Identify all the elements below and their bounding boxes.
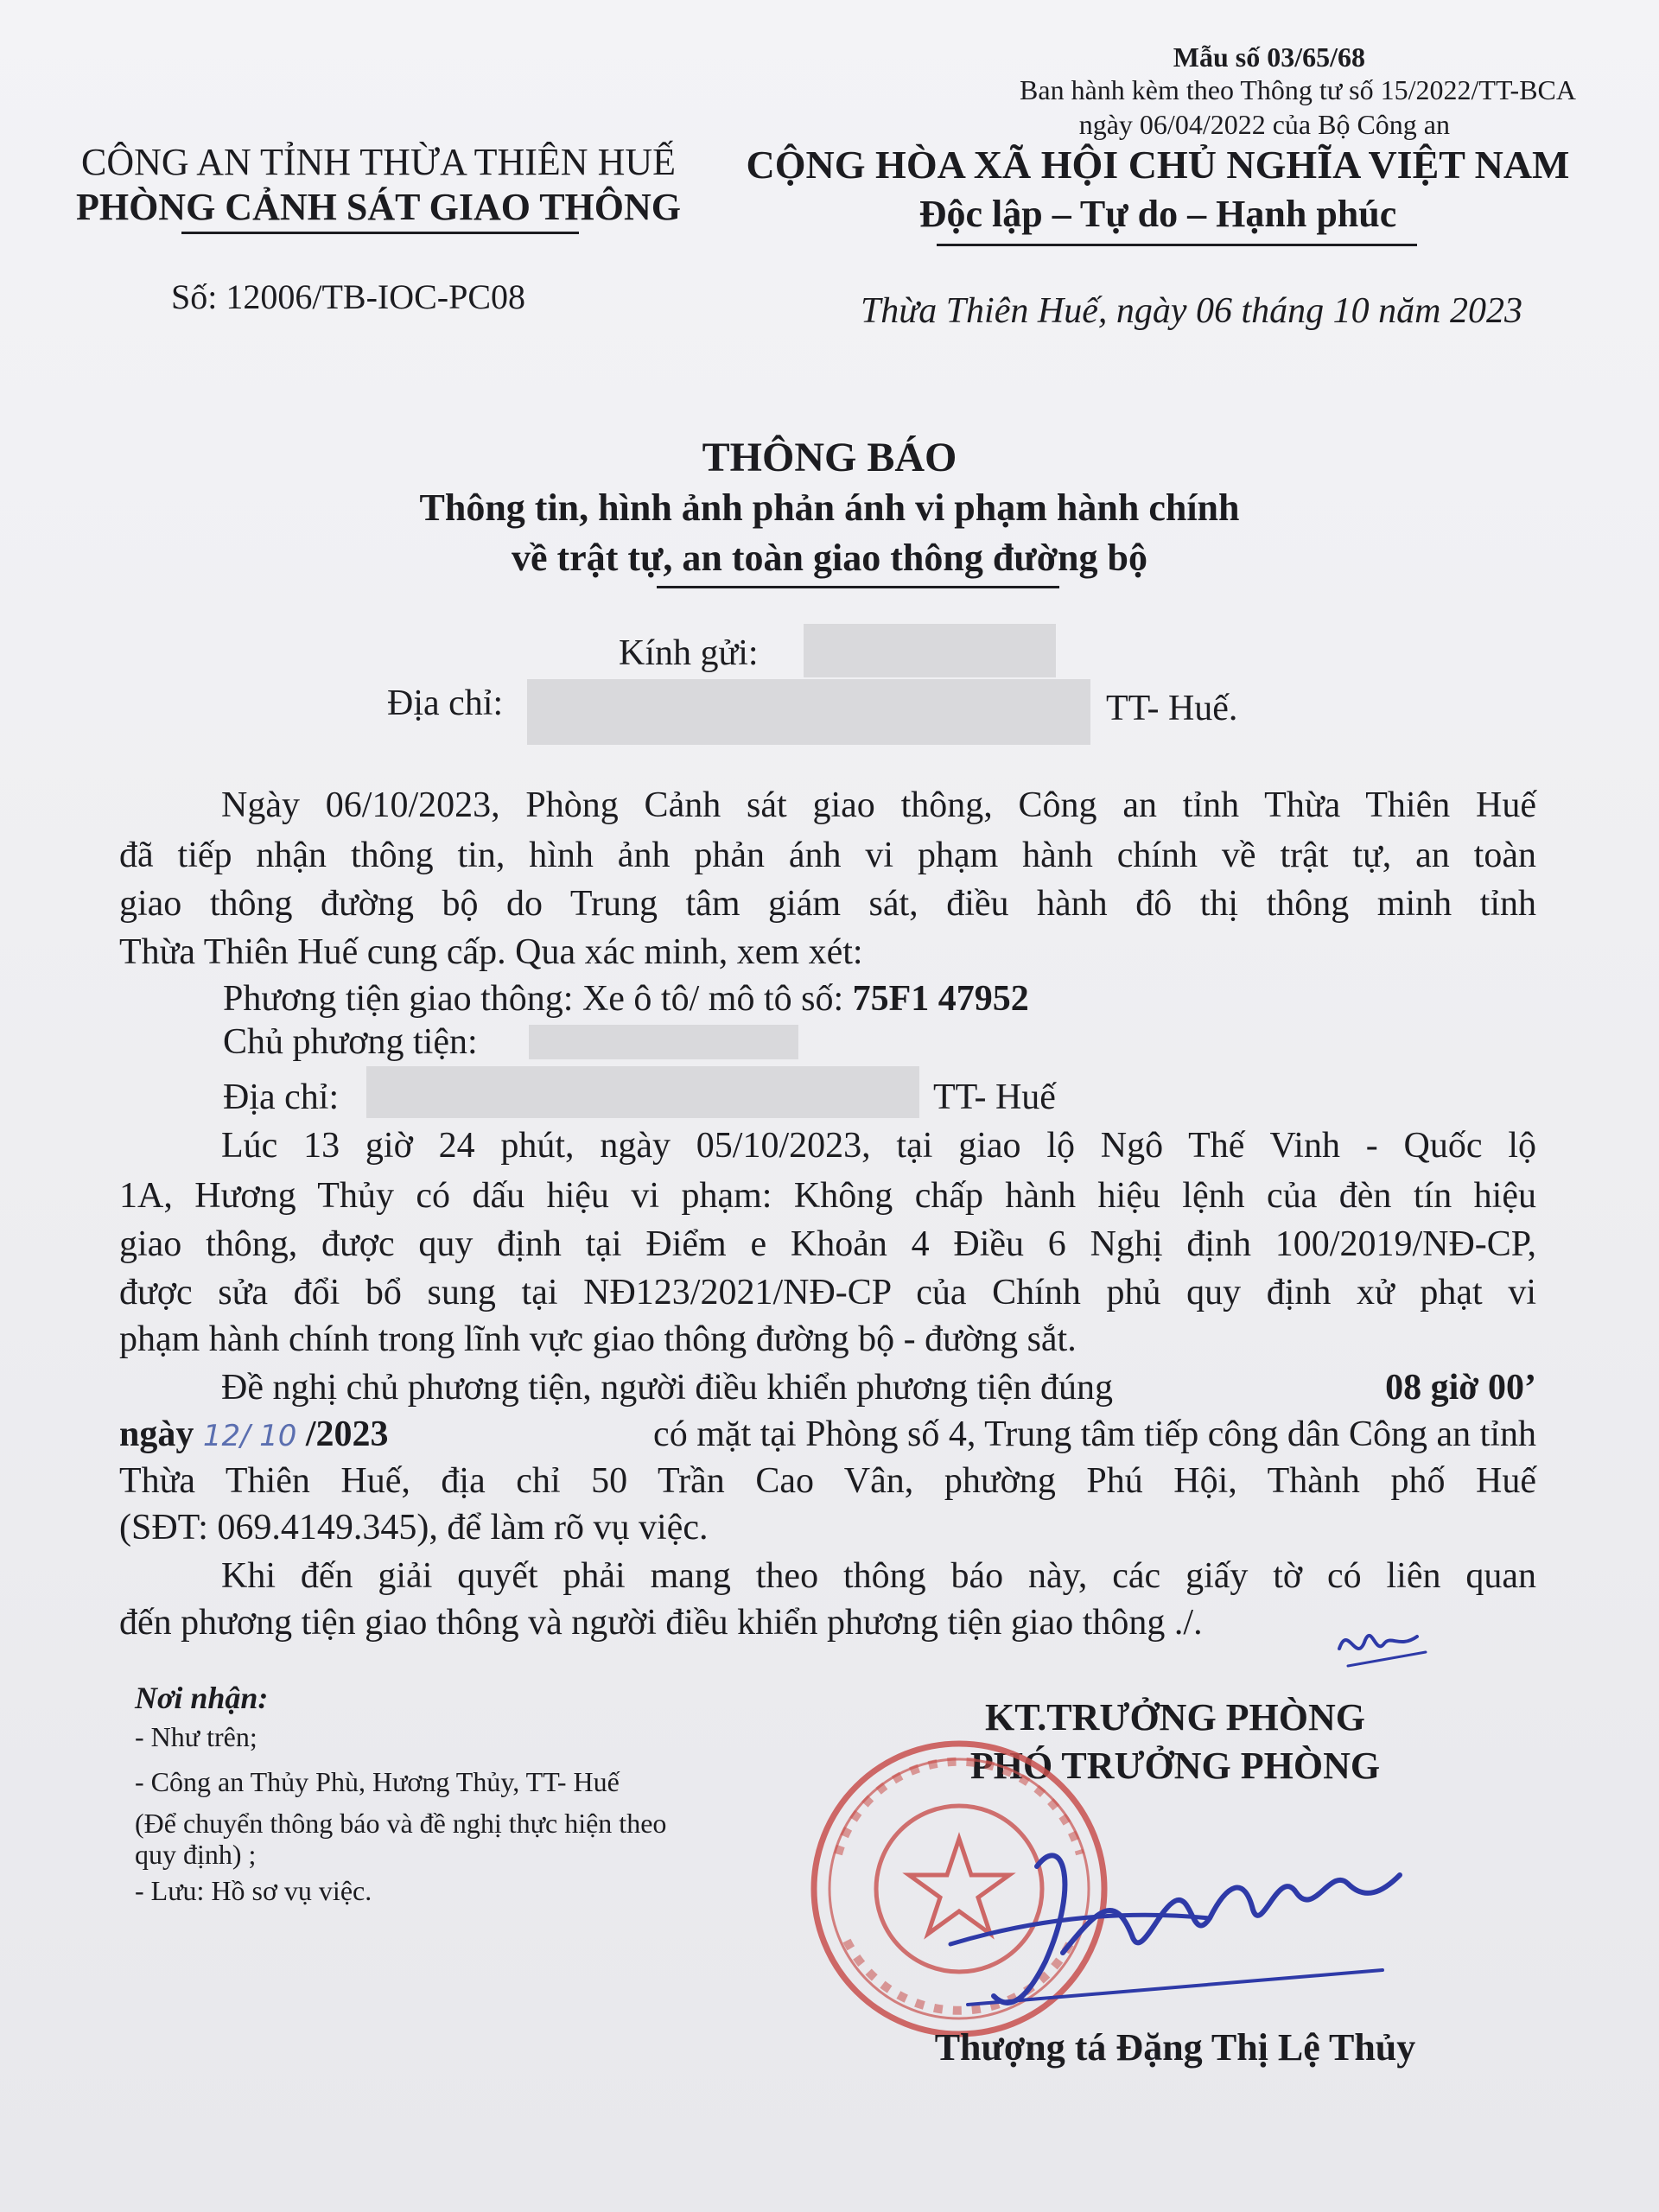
agency-name: PHÒNG CẢNH SÁT GIAO THÔNG bbox=[75, 186, 682, 228]
paragraph-2-line-3: giao thông, được quy định tại Điểm e Khoản 4 Điều 6 Nghị định 100/2019/NĐ-CP, bbox=[119, 1224, 1536, 1264]
handwritten-initial-icon bbox=[1331, 1614, 1434, 1675]
national-motto: Độc lập – Tự do – Hạnh phúc bbox=[918, 193, 1397, 235]
nation-title: CỘNG HÒA XÃ HỘI CHỦ NGHĨA VIỆT NAM bbox=[746, 143, 1570, 187]
redacted-owner bbox=[529, 1025, 798, 1059]
paragraph-1-line-4: Thừa Thiên Huế cung cấp. Qua xác minh, xem xét: bbox=[119, 932, 863, 972]
handwritten-month: 10 bbox=[259, 1419, 297, 1453]
appointment-time: 08 giờ 00’ bbox=[1385, 1368, 1536, 1408]
recipient-address-suffix: TT- Huế. bbox=[1106, 689, 1238, 728]
receiver-5: - Lưu: Hồ sơ vụ việc. bbox=[135, 1875, 372, 1906]
appointment-year: /2023 bbox=[305, 1414, 389, 1454]
receiver-3: (Để chuyển thông báo và đề nghị thực hiện theo bbox=[135, 1808, 667, 1839]
handwritten-day: 12/ bbox=[202, 1419, 251, 1453]
document-title: THÔNG BÁO bbox=[702, 435, 957, 480]
paragraph-2-line-5: phạm hành chính trong lĩnh vực giao thông đường bộ - đường sắt. bbox=[119, 1319, 1077, 1359]
appointment-date bbox=[119, 1414, 389, 1455]
place-date: Thừa Thiên Huế, ngày 06 tháng 10 năm 2023 bbox=[860, 291, 1522, 331]
signer-role-2: PHÓ TRƯỞNG PHÒNG bbox=[969, 1745, 1381, 1787]
receiver-4: quy định) ; bbox=[135, 1839, 257, 1870]
receiver-1: - Như trên; bbox=[135, 1721, 257, 1752]
paragraph-2-line-1: Lúc 13 giờ 24 phút, ngày 05/10/2023, tại giao lộ Ngô Thế Vinh - Quốc lộ bbox=[221, 1126, 1536, 1166]
paragraph-2-line-2: 1A, Hương Thủy có dấu hiệu vi phạm: Không chấp hành hiệu lệnh của đèn tín hiệu bbox=[119, 1176, 1536, 1216]
owner-address-label: Địa chỉ: bbox=[223, 1077, 340, 1117]
owner-label: Chủ phương tiện: bbox=[223, 1022, 478, 1062]
paragraph-3-line-3: Thừa Thiên Huế, địa chỉ 50 Trần Cao Vân, phường Phú Hội, Thành phố Huế bbox=[119, 1461, 1536, 1501]
form-code: Mẫu số 03/65/68 bbox=[1173, 41, 1365, 73]
redacted-recipient bbox=[804, 624, 1056, 677]
paragraph-2-line-4: được sửa đổi bổ sung tại NĐ123/2021/NĐ-CP của Chính phủ quy định xử phạt vi bbox=[119, 1273, 1536, 1313]
recipient-address-label: Địa chỉ: bbox=[387, 683, 504, 723]
receivers-title: Nơi nhận: bbox=[135, 1681, 269, 1715]
paragraph-1-line-2: đã tiếp nhận thông tin, hình ảnh phản ánh vi phạm hành chính về trật tự, an toàn bbox=[119, 836, 1536, 875]
handwritten-signature-icon bbox=[933, 1815, 1417, 2031]
receiver-2: - Công an Thủy Phù, Hương Thủy, TT- Huế bbox=[135, 1766, 620, 1797]
title-underline bbox=[657, 586, 1059, 588]
signer-name: Thượng tá Đặng Thị Lệ Thủy bbox=[934, 2026, 1416, 2069]
agency-parent: CÔNG AN TỈNH THỪA THIÊN HUẾ bbox=[80, 141, 676, 183]
agency-underline bbox=[181, 232, 579, 234]
redacted-recipient-address bbox=[527, 679, 1090, 745]
recipient-label: Kính gửi: bbox=[619, 633, 759, 673]
form-issued-date: ngày 06/04/2022 của Bộ Công an bbox=[1078, 109, 1450, 140]
vehicle-label: Phương tiện giao thông: Xe ô tô/ mô tô số: bbox=[223, 979, 844, 1019]
paragraph-1-line-3: giao thông đường bộ do Trung tâm giám sát, điều hành đô thị thông minh tỉnh bbox=[119, 884, 1536, 924]
paragraph-3-line-2-text: có mặt tại Phòng số 4, Trung tâm tiếp công dân Công an tỉnh bbox=[653, 1414, 1536, 1454]
paragraph-3-line-4: (SĐT: 069.4149.345), để làm rõ vụ việc. bbox=[119, 1508, 709, 1548]
redacted-owner-address bbox=[366, 1066, 919, 1118]
paragraph-3-line-1-text: Đề nghị chủ phương tiện, người điều khiển phương tiện đúng bbox=[221, 1368, 1113, 1408]
paragraph-4-line-2: đến phương tiện giao thông và người điều khiển phương tiện giao thông ./. bbox=[119, 1603, 1203, 1643]
signer-role-1: KT.TRƯỞNG PHÒNG bbox=[985, 1696, 1365, 1738]
document-subtitle-line2: về trật tự, an toàn giao thông đường bộ bbox=[511, 537, 1147, 579]
motto-underline bbox=[937, 244, 1417, 246]
owner-address-suffix: TT- Huế bbox=[933, 1077, 1056, 1117]
document-subtitle-line1: Thông tin, hình ảnh phản ánh vi phạm hành chính bbox=[419, 486, 1240, 529]
paragraph-3-line-2 bbox=[119, 1414, 1536, 1455]
paragraph-3-line-1 bbox=[221, 1367, 1536, 1408]
vehicle-plate: 75F1 47952 bbox=[852, 979, 1029, 1019]
document-number: Số: 12006/TB-IOC-PC08 bbox=[171, 277, 526, 316]
vehicle-line bbox=[223, 978, 1029, 1020]
paragraph-1-line-1: Ngày 06/10/2023, Phòng Cảnh sát giao thông, Công an tỉnh Thừa Thiên Huế bbox=[221, 785, 1536, 825]
form-issued-note: Ban hành kèm theo Thông tư số 15/2022/TT-BCA bbox=[1020, 74, 1576, 105]
paragraph-4-line-1: Khi đến giải quyết phải mang theo thông báo này, các giấy tờ có liên quan bbox=[221, 1556, 1536, 1596]
day-label: ngày bbox=[119, 1414, 194, 1454]
